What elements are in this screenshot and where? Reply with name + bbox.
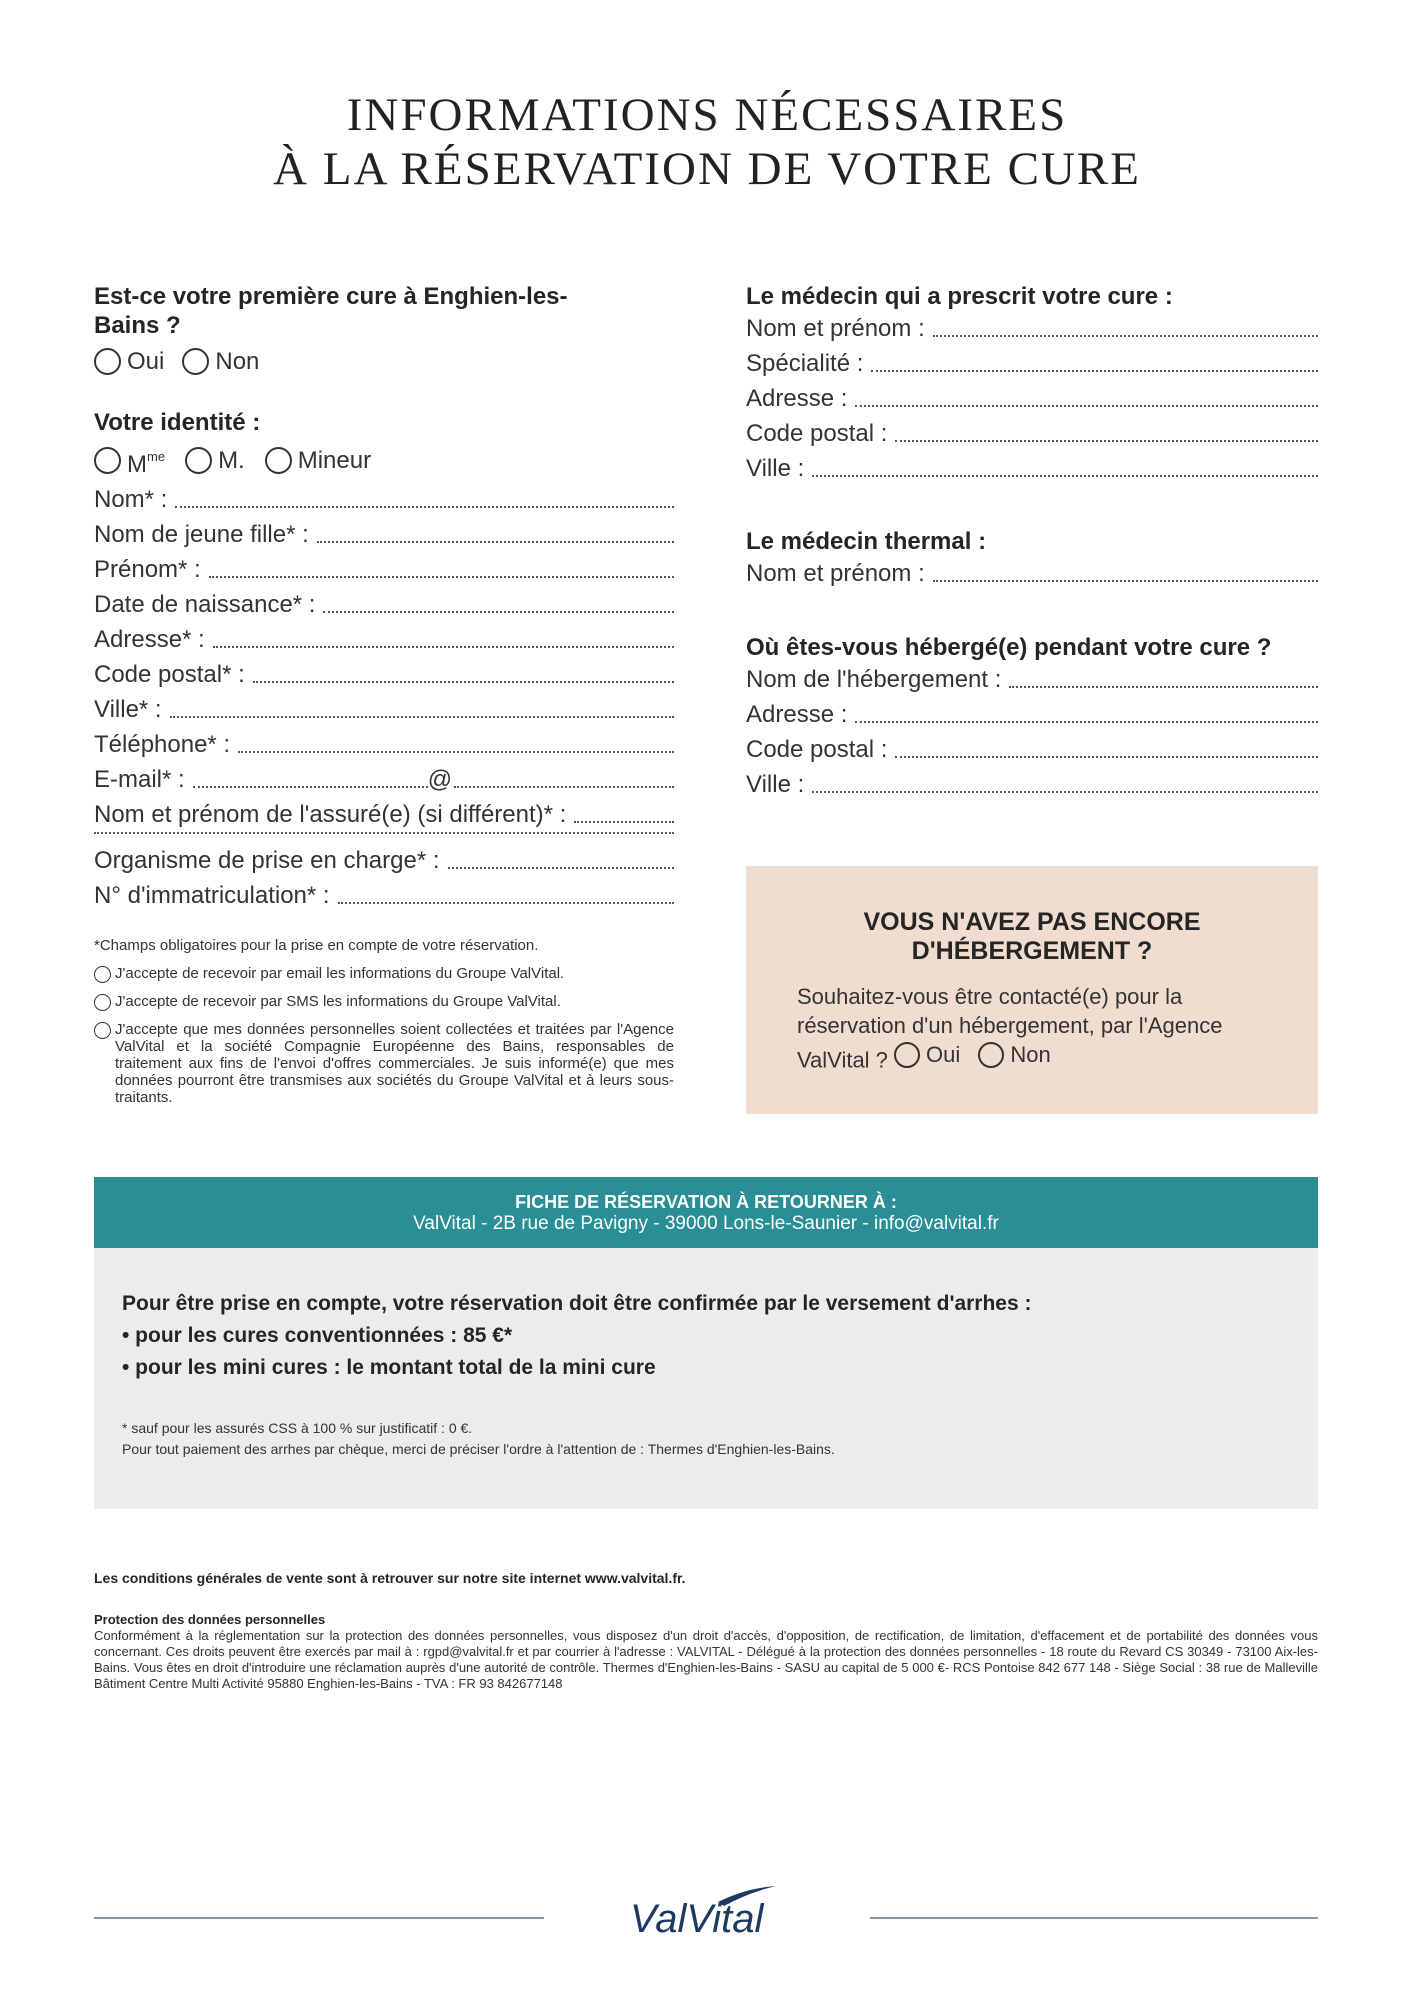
privacy-section: [94, 1612, 1318, 1692]
accommodation-address-input-line[interactable]: [855, 721, 1318, 723]
checkbox-circle-icon[interactable]: [94, 966, 111, 983]
radio-circle-icon[interactable]: [182, 348, 209, 375]
nom-field[interactable]: Nom* :: [94, 482, 674, 517]
prescriber-address-input-line[interactable]: [855, 405, 1318, 407]
page-title-line1: INFORMATIONS NÉCESSAIRES: [346, 89, 1068, 141]
prescriber-address-field[interactable]: Adresse :: [746, 381, 1318, 416]
accommodation-city-field[interactable]: Ville :: [746, 767, 1318, 802]
left-column: [94, 282, 674, 1106]
identity-heading: Votre identité :: [94, 409, 261, 436]
prescribing-doctor-heading: Le médecin qui a prescrit votre cure :: [746, 283, 1173, 310]
checkbox-circle-icon[interactable]: [94, 1022, 111, 1039]
page-title-line2: À LA RÉSERVATION DE VOTRE CURE: [273, 143, 1141, 195]
first-cure-question: Est-ce votre première cure à Enghien-les-Bains ?: [94, 283, 568, 339]
accommodation-postal-input-line[interactable]: [895, 756, 1318, 758]
no-accommodation-oui-radio[interactable]: Oui: [894, 1040, 960, 1069]
return-address-banner: [94, 1177, 1318, 1248]
code-postal-field[interactable]: Code postal* :: [94, 657, 674, 692]
no-accommodation-title: VOUS N'AVEZ PAS ENCORE D'HÉBERGEMENT ?: [863, 908, 1201, 965]
right-column: [746, 282, 1318, 802]
prenom-input-line[interactable]: [209, 576, 674, 578]
nom-jeune-fille-field[interactable]: Nom de jeune fille* :: [94, 517, 674, 552]
telephone-input-line[interactable]: [238, 751, 674, 753]
first-cure-radio-group: [94, 344, 674, 379]
deposit-note-css: * sauf pour les assurés CSS à 100 % sur justificatif : 0 €.: [122, 1420, 473, 1436]
ville-input-line[interactable]: [170, 716, 674, 718]
email-field[interactable]: E-mail* : @: [94, 762, 674, 797]
prescriber-name-input-line[interactable]: [933, 335, 1318, 337]
organisme-field[interactable]: Organisme de prise en charge* :: [94, 843, 674, 878]
insured-name-input-line[interactable]: [574, 821, 674, 823]
civility-m-radio[interactable]: M.: [185, 443, 245, 478]
consent-sms[interactable]: J'accepte de recevoir par SMS les informations du Groupe ValVital.: [94, 993, 674, 1011]
accommodation-address-field[interactable]: Adresse :: [746, 697, 1318, 732]
valvital-logo: [626, 1880, 788, 1950]
insured-name-field[interactable]: Nom et prénom de l'assuré(e) (si différent)* :: [94, 797, 674, 832]
insured-name-continuation[interactable]: [94, 832, 674, 843]
deposit-intro: Pour être prise en compte, votre réservation doit être confirmée par le versement d'arrhes :: [122, 1292, 1032, 1315]
accommodation-postal-field[interactable]: Code postal :: [746, 732, 1318, 767]
prescriber-postal-field[interactable]: Code postal :: [746, 416, 1318, 451]
deposit-bullet-mini-cures: • pour les mini cures : le montant total de la mini cure: [122, 1356, 656, 1379]
thermal-doctor-name-field[interactable]: Nom et prénom :: [746, 556, 1318, 591]
privacy-title: Protection des données personnelles: [94, 1612, 326, 1627]
accommodation-city-input-line[interactable]: [812, 791, 1318, 793]
email-domain-input-line[interactable]: [454, 786, 674, 788]
deposit-main-text: [122, 1288, 1031, 1384]
thermal-doctor-heading: Le médecin thermal :: [746, 528, 987, 555]
footer-line-right: [870, 1917, 1318, 1919]
prescriber-name-field[interactable]: Nom et prénom :: [746, 311, 1318, 346]
radio-circle-icon[interactable]: [894, 1042, 920, 1068]
return-banner-address: ValVital - 2B rue de Pavigny - 39000 Lons-le-Saunier - info@valvital.fr: [413, 1213, 999, 1234]
prescriber-city-field[interactable]: Ville :: [746, 451, 1318, 486]
prescriber-city-input-line[interactable]: [812, 475, 1318, 477]
insured-name-input-line-2[interactable]: [94, 832, 674, 834]
mandatory-note: *Champs obligatoires pour la prise en compte de votre réservation.: [94, 937, 539, 954]
logo-text: ValVital: [630, 1897, 764, 1941]
radio-circle-icon[interactable]: [94, 348, 121, 375]
page-title: [0, 88, 1414, 196]
nom-input-line[interactable]: [175, 506, 674, 508]
privacy-text: Conformément à la réglementation sur la protection des données personnelles, vous disposez d'un droit d'accès, d'opposition, de rectification, de limitation, d'effacement et de portabilité des données vous concernant. Ces droits peuvent être exercés par mail à : rgpd@valvital.fr et par courrier à l'adresse : VALVITAL - Délégué à la protection des données personnelles - 18 route du Revard CS 30349 - 73100 Aix-les-Bains. Vous êtes en droit d'introduire une réclamation auprès d'une autorité de contrôle. Thermes d'Enghien-les-Bains - SASU au capital de 5 000 €- RCS Pontoise 842 677 148 - Siège Social : 38 rue de Malleville Bâtiment Centre Multi Activité 95880 Enghien-les-Bains - TVA : FR 93 842677148: [94, 1628, 1318, 1691]
accommodation-name-field[interactable]: Nom de l'hébergement :: [746, 662, 1318, 697]
date-naissance-input-line[interactable]: [323, 611, 674, 613]
immatriculation-field[interactable]: N° d'immatriculation* :: [94, 878, 674, 913]
deposit-notes: [122, 1418, 835, 1460]
prescriber-specialty-input-line[interactable]: [871, 370, 1318, 372]
deposit-box: [94, 1248, 1318, 1509]
code-postal-input-line[interactable]: [253, 681, 674, 683]
accommodation-name-input-line[interactable]: [1009, 686, 1318, 688]
checkbox-circle-icon[interactable]: [94, 994, 111, 1011]
civility-radio-group: [94, 439, 674, 482]
first-cure-oui-radio[interactable]: Oui: [94, 344, 164, 379]
prescriber-specialty-field[interactable]: Spécialité :: [746, 346, 1318, 381]
no-accommodation-non-radio[interactable]: Non: [978, 1040, 1050, 1069]
cgv-notice: Les conditions générales de vente sont à retrouver sur notre site internet www.valvital.fr.: [94, 1570, 686, 1586]
return-banner-heading: FICHE DE RÉSERVATION À RETOURNER À :: [515, 1192, 897, 1212]
consent-data[interactable]: J'accepte que mes données personnelles soient collectées et traitées par l'Agence ValVital et la société Compagnie Européenne des Bains, responsables de traitement aux fins de l'envoi d'offres commerciales. Je suis informé(e) que mes données pourront être transmises aux sociétés du Groupe ValVital et à leurs sous-traitants.: [94, 1021, 674, 1106]
date-naissance-field[interactable]: Date de naissance* :: [94, 587, 674, 622]
no-accommodation-box: [746, 866, 1318, 1114]
radio-circle-icon[interactable]: [185, 447, 212, 474]
organisme-input-line[interactable]: [448, 867, 674, 869]
adresse-input-line[interactable]: [213, 646, 674, 648]
no-accommodation-question: Souhaitez-vous être contacté(e) pour la réservation d'un hébergement, par l'Agence ValVital ? Oui Non: [797, 984, 1223, 1073]
telephone-field[interactable]: Téléphone* :: [94, 727, 674, 762]
nom-jeune-fille-input-line[interactable]: [317, 541, 674, 543]
adresse-field[interactable]: Adresse* :: [94, 622, 674, 657]
radio-circle-icon[interactable]: [978, 1042, 1004, 1068]
prenom-field[interactable]: Prénom* :: [94, 552, 674, 587]
consent-email[interactable]: J'accepte de recevoir par email les informations du Groupe ValVital.: [94, 965, 674, 983]
accommodation-heading: Où êtes-vous hébergé(e) pendant votre cure ?: [746, 634, 1272, 661]
email-user-input-line[interactable]: [193, 786, 428, 788]
deposit-bullet-conventionnees: • pour les cures conventionnées : 85 €*: [122, 1324, 513, 1347]
radio-circle-icon[interactable]: [265, 447, 292, 474]
prescriber-postal-input-line[interactable]: [895, 440, 1318, 442]
civility-mme-radio[interactable]: $M^{me}$: [94, 439, 165, 482]
ville-field[interactable]: Ville* :: [94, 692, 674, 727]
radio-circle-icon[interactable]: [94, 447, 121, 474]
first-cure-non-radio[interactable]: Non: [182, 344, 259, 379]
immatriculation-input-line[interactable]: [338, 902, 674, 904]
deposit-note-cheque: Pour tout paiement des arrhes par chèque, merci de préciser l'ordre à l'attention de : Thermes d'Enghien-les-Bains.: [122, 1441, 835, 1457]
footer-line-left: [94, 1917, 544, 1919]
thermal-doctor-name-input-line[interactable]: [933, 580, 1318, 582]
civility-mineur-radio[interactable]: Mineur: [265, 443, 371, 478]
